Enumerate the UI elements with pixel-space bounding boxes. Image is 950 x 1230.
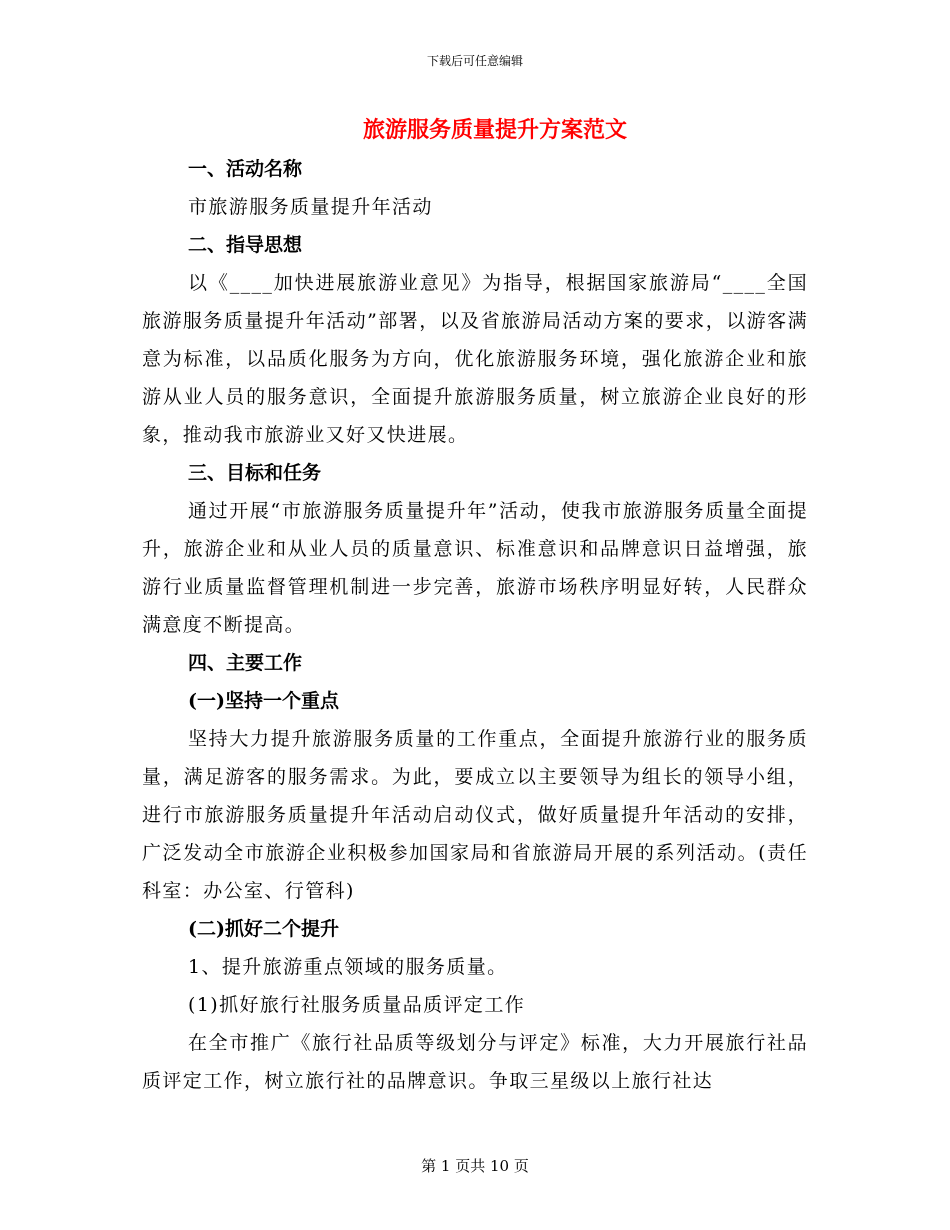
page-number-footer: 第 1 页共 10 页 (421, 1157, 529, 1175)
page-header-note: 下载后可任意编辑 (426, 54, 523, 68)
paragraph-item-1: 1、提升旅游重点领域的服务质量。 (188, 956, 508, 978)
subsection-heading-one-focus: (一)坚持一个重点 (188, 690, 339, 712)
paragraph-guiding-ideology: 以《____加快进展旅游业意见》为指导，根据国家旅游局“____全国旅游服务质量提升年活动”部署，以及省旅游局活动方案的要求，以游客满意为标准，以品质化服务为方向，优化旅游服务环境，强化旅游企业和旅游从业人员的服务意识，全面提升旅游服务质量，树立旅游企业良好的形象，推动我市旅游业又好又快进展。 (142, 272, 808, 446)
paragraph-one-focus: 坚持大力提升旅游服务质量的工作重点，全面提升旅游行业的服务质量，满足游客的服务需求。为此，要成立以主要领导为组长的领导小组，进行市旅游服务质量提升年活动启动仪式，做好质量提升年活动的安排，广泛发动全市旅游企业积极参加国家局和省旅游局开展的系列活动。(责任科室：办公室、行管科) (142, 728, 808, 902)
section-heading-activity-name: 一、活动名称 (188, 158, 303, 180)
document-title: 旅游服务质量提升方案范文 (362, 117, 627, 143)
paragraph-activity-name: 市旅游服务质量提升年活动 (188, 196, 433, 218)
section-heading-main-work: 四、主要工作 (188, 652, 303, 674)
paragraph-travel-agency-rating: 在全市推广《旅行社品质等级划分与评定》标准，大力开展旅行社品质评定工作，树立旅行社的品牌意识。争取三星级以上旅行社达 (142, 1032, 808, 1092)
section-heading-goals-tasks: 三、目标和任务 (188, 462, 322, 484)
subsection-heading-two-improvements: (二)抓好二个提升 (188, 918, 339, 940)
paragraph-goals-tasks: 通过开展“市旅游服务质量提升年”活动，使我市旅游服务质量全面提升，旅游企业和从业人员的质量意识、标准意识和品牌意识日益增强，旅游行业质量监督管理机制进一步完善，旅游市场秩序明显好转，人民群众满意度不断提高。 (142, 500, 808, 636)
section-heading-guiding-ideology: 二、指导思想 (188, 234, 303, 256)
document-body (142, 150, 808, 1100)
paragraph-item-1-1: (1)抓好旅行社服务质量品质评定工作 (188, 994, 526, 1016)
